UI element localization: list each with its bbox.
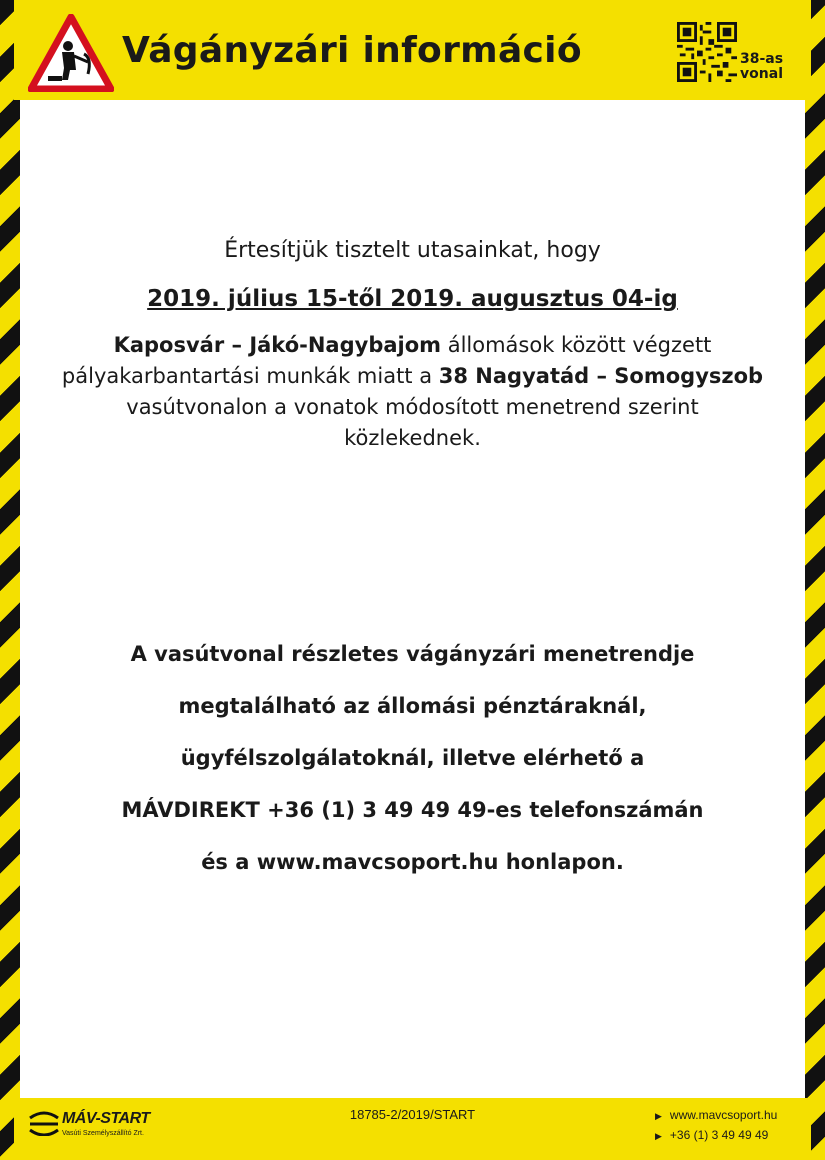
footer-contacts (655, 1106, 777, 1146)
notice-content (20, 100, 805, 1098)
mav-logo-subtext: Vasúti Személyszállító Zrt. (62, 1130, 144, 1137)
construction-warning-icon (28, 14, 114, 92)
qr-code-icon[interactable] (677, 22, 737, 82)
notice-text-2: pályakarbantartási munkák miatt a (61, 364, 439, 388)
affected-section: Kaposvár – Jákó-Nagybajom (113, 333, 442, 357)
notice-text-4: közlekednek. (344, 426, 481, 450)
website-link[interactable]: ▶ www.mavcsoport.hu (655, 1106, 777, 1126)
info-block (20, 628, 805, 888)
line-label (740, 52, 783, 82)
page-title: Vágányzári információ (122, 30, 582, 71)
notice-text-3: vasútvonalon a vonatok módosított menetrend szerint (126, 395, 699, 419)
phone-link[interactable]: ▶ +36 (1) 3 49 49 49 (655, 1126, 777, 1146)
document-number: 18785-2/2019/START (349, 1107, 476, 1122)
info-line-5: és a www.mavcsoport.hu honlapon. (201, 850, 624, 874)
info-line-1: A vasútvonal részletes vágányzári menetrendje (130, 642, 695, 666)
info-line-2: megtalálható az állomási pénztáraknál, (178, 694, 647, 718)
notice-text-1: állomások között végzett (441, 333, 712, 357)
line-number: 38-as (740, 51, 784, 67)
mav-logo-text: MÁV-START (62, 1110, 150, 1127)
arrow-right-icon: ▶ (655, 1131, 662, 1141)
left-hazard-border (0, 0, 20, 1160)
info-line-3: ügyfélszolgálatoknál, illetve elérhető a (180, 746, 645, 770)
notice-body (20, 330, 805, 454)
date-range: 2019. július 15-től 2019. augusztus 04-ig (147, 286, 678, 312)
line-word: vonal (740, 66, 784, 82)
intro-text: Értesítjük tisztelt utasainkat, hogy (224, 238, 601, 263)
right-hazard-border (805, 0, 825, 1160)
affected-line: 38 Nagyatád – Somogyszob (438, 364, 764, 388)
arrow-right-icon: ▶ (655, 1111, 662, 1121)
info-line-4: MÁVDIREKT +36 (1) 3 49 49 49-es telefonszámán (121, 798, 704, 822)
